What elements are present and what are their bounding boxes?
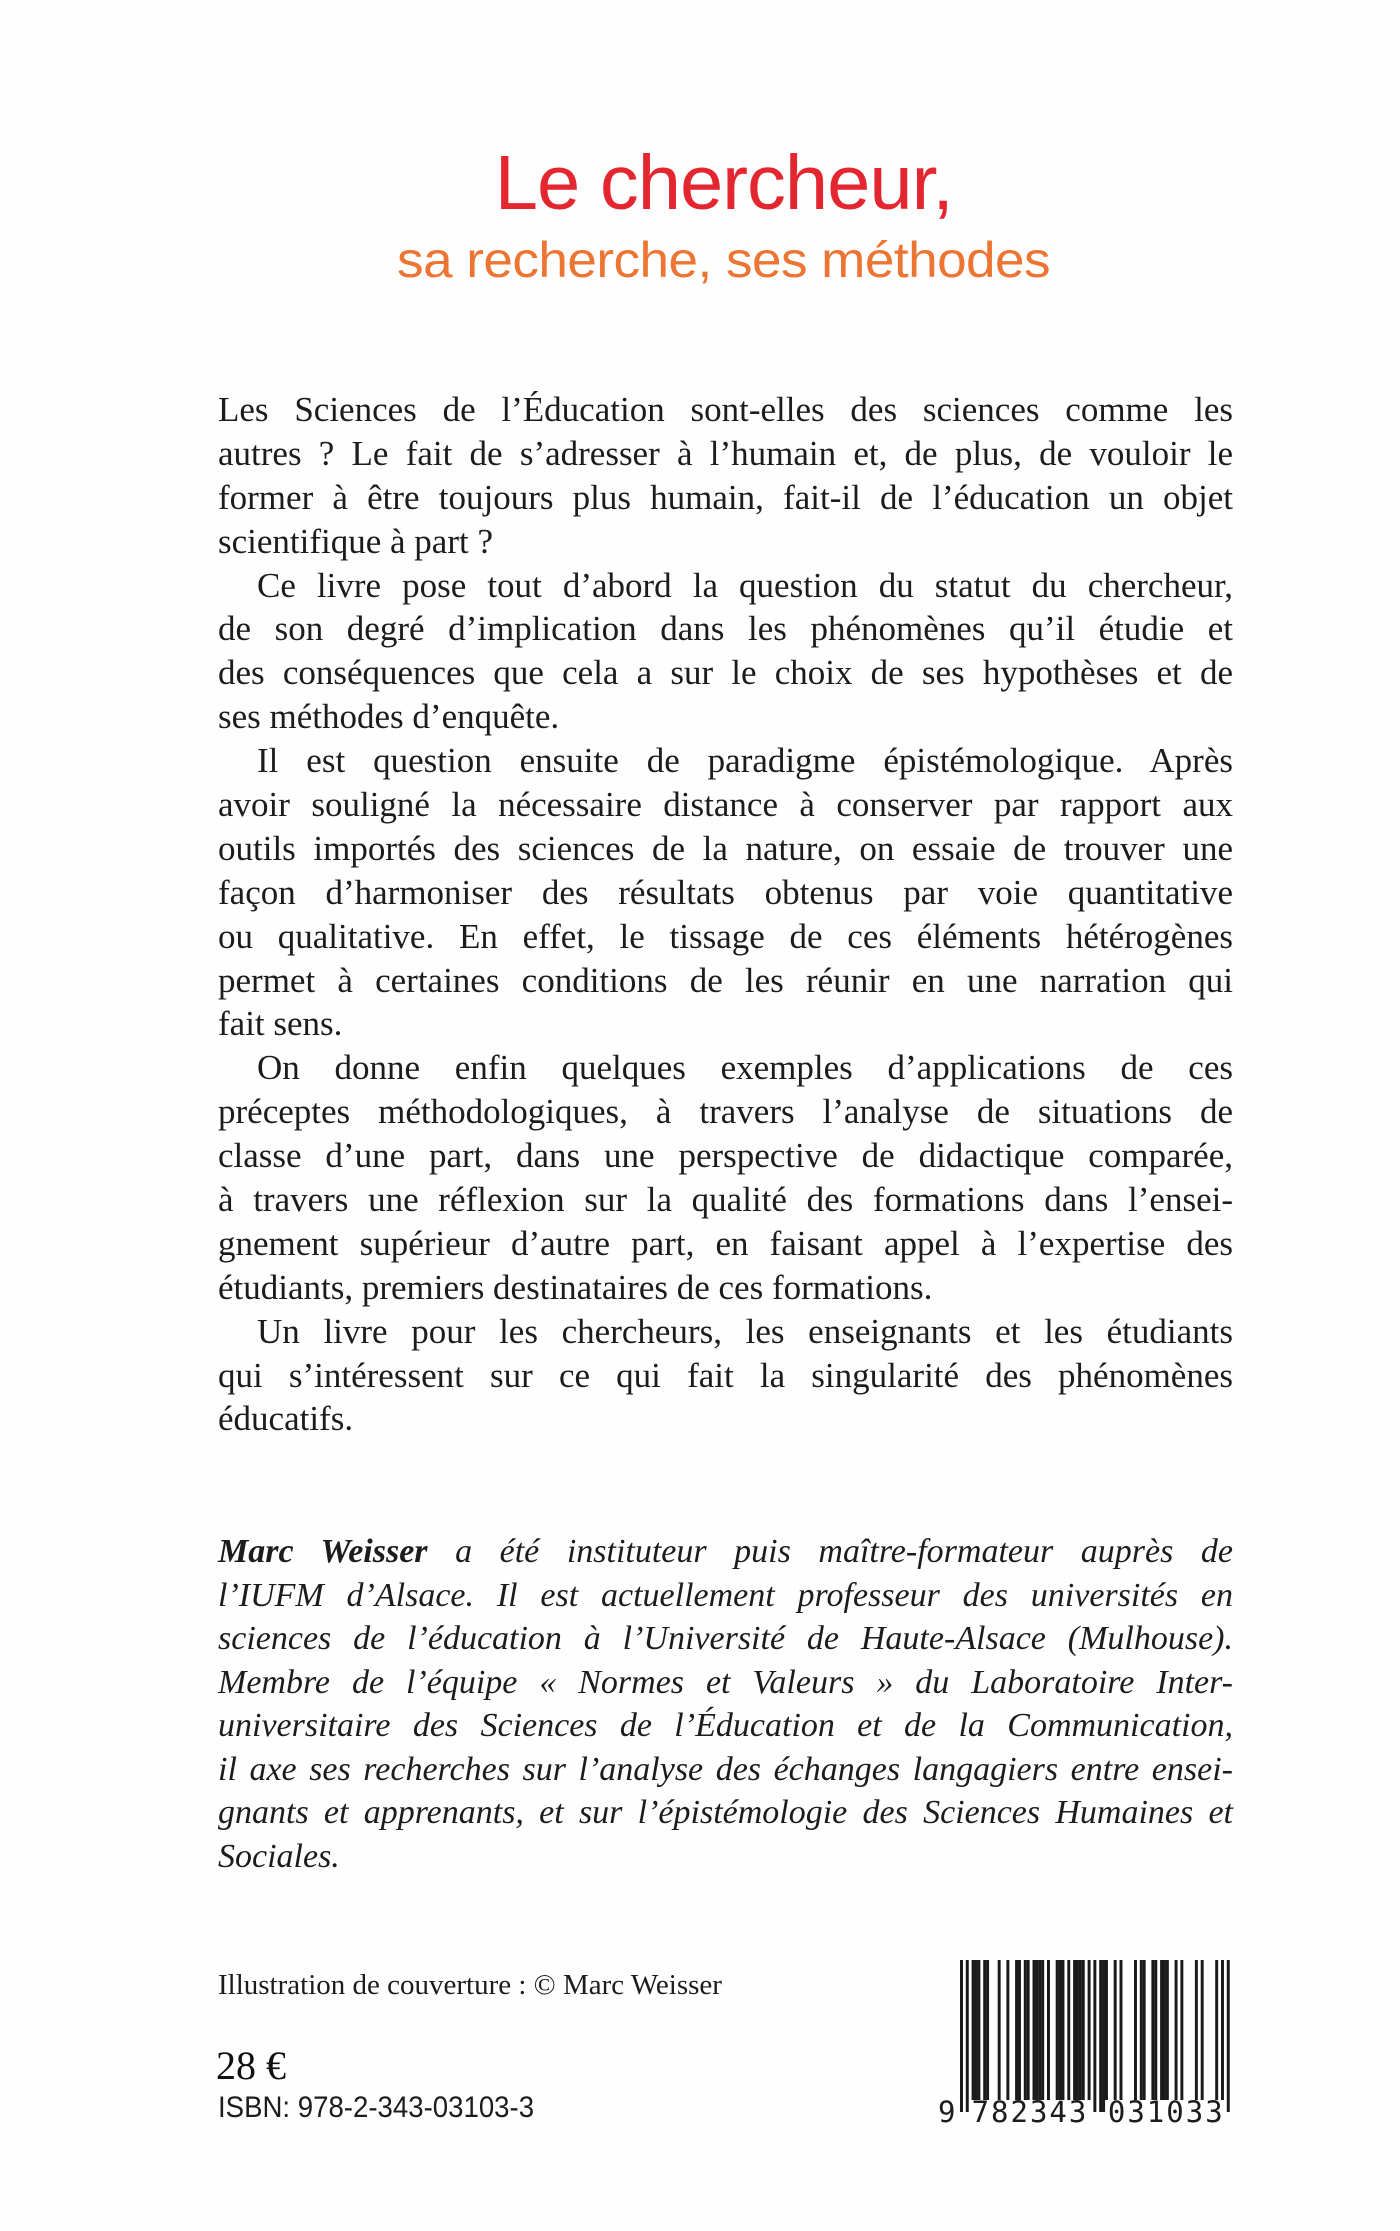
blurb-line: avoir souligné la nécessaire distance à conserver par rapport aux (218, 785, 1233, 825)
blurb-line: gnement supérieur d’autre part, en faisant appel à l’expertise des (218, 1223, 1233, 1263)
price: 28 € (216, 2043, 286, 2088)
author-bio (218, 1530, 1233, 1878)
blurb-line: Ce livre pose tout d’abord la question du statut du chercheur, (257, 565, 1233, 605)
book-subtitle: sa recherche, ses méthodes (397, 232, 1051, 288)
barcode-bars-icon (930, 1955, 1250, 2115)
blurb-line: scientifique à part ? (218, 521, 494, 561)
blurb-line: façon d’harmoniser des résultats obtenus par voie quantitative (218, 872, 1233, 912)
blurb-text (218, 388, 1233, 1441)
blurb-line: permet à certaines conditions de les réunir en une narration qui (218, 960, 1233, 1000)
author-name: Marc Weisser (218, 1533, 428, 1570)
bio-line: Membre de l’équipe « Normes et Valeurs » du Laboratoire Inter- (218, 1663, 1233, 1701)
blurb-line: Il est question ensuite de paradigme épistémologique. Après (257, 741, 1233, 781)
bio-line: Sociales. (218, 1837, 340, 1875)
bio-line: gnants et apprenants, et sur l’épistémologie des Sciences Humaines et (218, 1794, 1233, 1831)
blurb-line: étudiants, premiers destinataires de ces formations. (218, 1267, 933, 1307)
barcode-left-digits: 782343 (971, 2095, 1089, 2129)
barcode-first-digit: 9 (938, 2095, 956, 2129)
illustration-credit: Illustration de couverture : © Marc Weisser (218, 1969, 722, 2001)
blurb-line: outils importés des sciences de la nature, on essaie de trouver une (218, 828, 1233, 868)
bio-line: l’IUFM d’Alsace. Il est actuellement professeur des universités en (218, 1576, 1233, 1614)
barcode-right-digits: 031033 (1107, 2095, 1225, 2129)
bio-line (218, 1530, 1233, 1574)
blurb-line: On donne enfin quelques exemples d’applications de ces (257, 1048, 1233, 1088)
blurb-line: autres ? Le fait de s’adresser à l’humain et, de plus, de vouloir le (218, 433, 1233, 473)
bio-line: il axe ses recherches sur l’analyse des échanges langagiers entre ensei- (218, 1750, 1233, 1788)
blurb-line: Un livre pour les chercheurs, les enseignants et les étudiants (257, 1311, 1233, 1351)
blurb-line: ou qualitative. En effet, le tissage de ces éléments hétérogènes (218, 916, 1233, 956)
book-title-block (0, 140, 1400, 226)
blurb-line: classe d’une part, dans une perspective de didactique comparée, (218, 1136, 1233, 1176)
isbn-barcode (930, 1955, 1250, 2135)
bio-line: universitaire des Sciences de l’Éducation et de la Communication, (218, 1707, 1233, 1744)
blurb-line: Les Sciences de l’Éducation sont-elles des sciences comme les (218, 390, 1233, 429)
blurb-line: fait sens. (218, 1004, 343, 1044)
blurb-line: former à être toujours plus humain, fait-il de l’éducation un objet (218, 477, 1233, 517)
blurb-line: ses méthodes d’enquête. (218, 697, 560, 737)
blurb-line: à travers une réflexion sur la qualité des formations dans l’ensei- (218, 1180, 1233, 1220)
book-title: Le chercheur, (495, 140, 953, 226)
blurb-line: des conséquences que cela a sur le choix de ses hypothèses et de (218, 653, 1233, 693)
blurb-line: préceptes méthodologiques, à travers l’analyse de situations de (218, 1092, 1233, 1132)
isbn: ISBN: 978-2-343-03103-3 (218, 2091, 535, 2124)
bio-line: sciences de l’éducation à l’Université de Haute-Alsace (Mulhouse). (218, 1620, 1233, 1657)
blurb-line: éducatifs. (218, 1399, 354, 1439)
blurb-line: de son degré d’implication dans les phénomènes qu’il étudie et (218, 609, 1233, 649)
blurb-line: qui s’intéressent sur ce qui fait la singularité des phénomènes (218, 1355, 1233, 1395)
book-subtitle-block (0, 232, 1400, 288)
bio-line-text: a été instituteur puis maître-formateur auprès de (427, 1533, 1233, 1570)
